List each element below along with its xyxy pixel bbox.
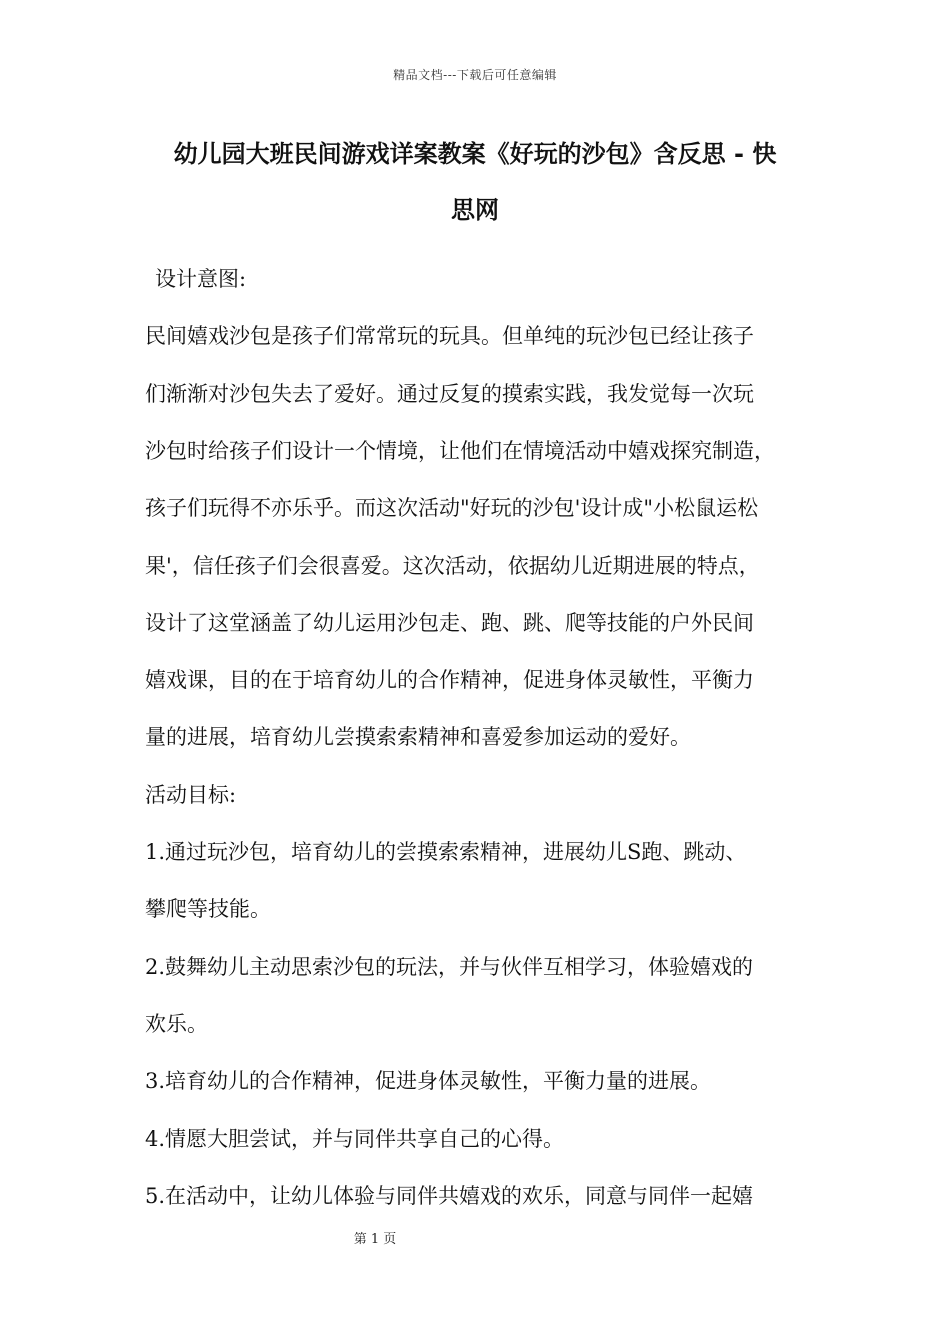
- paragraph-line: 设计了这堂涵盖了幼儿运用沙包走、跑、跳、爬等技能的户外民间: [145, 611, 754, 635]
- page-header: 精品文档---下载后可任意编辑: [393, 68, 557, 82]
- goal-line: 2.鼓舞幼儿主动思索沙包的玩法，并与伙伴互相学习，体验嬉戏的: [145, 955, 754, 979]
- paragraph-line: 沙包时给孩子们设计一个情境，让他们在情境活动中嬉戏探究制造，: [145, 439, 775, 463]
- paragraph-line: 量的进展，培育幼儿尝摸索索精神和喜爱参加运动的爱好。: [145, 725, 691, 749]
- design-intent-heading: 设计意图:: [155, 267, 247, 291]
- page-number: 第 1 页: [353, 1232, 397, 1247]
- paragraph-line: 果'，信任孩子们会很喜爱。这次活动，依据幼儿近期进展的特点，: [145, 554, 760, 578]
- goal-line: 欢乐。: [145, 1012, 208, 1036]
- activity-goals-heading: 活动目标:: [145, 783, 237, 807]
- title-line-1: 幼儿园大班民间游戏详案教案《好玩的沙包》含反思 - 快: [173, 140, 777, 168]
- goal-line: 4.情愿大胆尝试，并与同伴共享自己的心得。: [145, 1127, 565, 1151]
- paragraph-line: 民间嬉戏沙包是孩子们常常玩的玩具。但单纯的玩沙包已经让孩子: [145, 324, 754, 348]
- goal-line: 3.培育幼儿的合作精神，促进身体灵敏性，平衡力量的进展。: [145, 1069, 712, 1093]
- goal-line: 1.通过玩沙包，培育幼儿的尝摸索索精神，进展幼儿S跑、跳动、: [145, 840, 747, 864]
- goal-line: 5.在活动中，让幼儿体验与同伴共嬉戏的欢乐，同意与同伴一起嬉: [145, 1184, 754, 1208]
- paragraph-line: 孩子们玩得不亦乐乎。而这次活动"好玩的沙包'设计成"小松鼠运松: [145, 496, 759, 520]
- goal-line: 攀爬等技能。: [145, 897, 271, 921]
- paragraph-line: 嬉戏课，目的在于培育幼儿的合作精神，促进身体灵敏性，平衡力: [145, 668, 754, 692]
- document-title: [140, 126, 810, 238]
- paragraph-line: 们渐渐对沙包失去了爱好。通过反复的摸索实践，我发觉每一次玩: [145, 382, 754, 406]
- title-line-2: 思网: [451, 196, 499, 224]
